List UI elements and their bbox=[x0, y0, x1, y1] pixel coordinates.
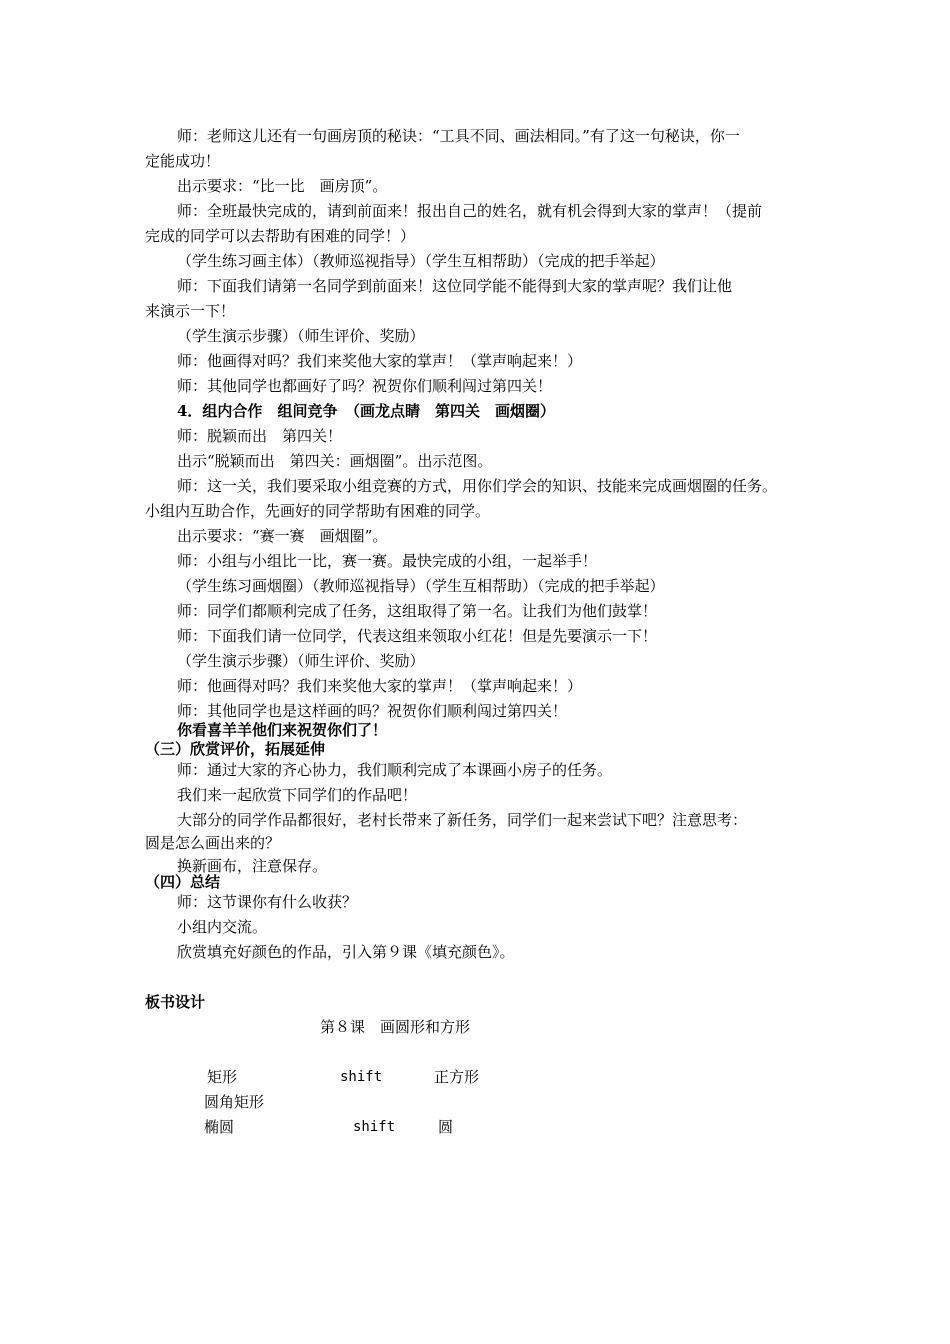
paragraph: 我们来一起欣赏下同学们的作品吧！ bbox=[177, 786, 418, 804]
paragraph: （学生演示步骤）（师生评价、奖励） bbox=[177, 327, 425, 345]
paragraph-continued: 完成的同学可以去帮助有困难的同学！） bbox=[145, 227, 416, 245]
paragraph: 师：老师这儿还有一句画房顶的秘诀：“工具不同、画法相同。”有了这一句秘诀，你一 bbox=[177, 127, 740, 145]
board-item: 矩形 bbox=[207, 1068, 238, 1086]
board-item: shift bbox=[340, 1069, 383, 1085]
paragraph: 师：小组与小组比一比，赛一赛。最快完成的小组，一起举手！ bbox=[177, 552, 598, 570]
paragraph: 师：这一关，我们要采取小组竞赛的方式，用你们学会的知识、技能来完成画烟圈的任务。 bbox=[177, 477, 778, 495]
lesson-title: 第８课 画圆形和方形 bbox=[320, 1018, 471, 1036]
paragraph-continued: 来演示一下！ bbox=[145, 302, 236, 320]
paragraph: 师：这节课你有什么收获？ bbox=[177, 893, 358, 911]
paragraph: 师：他画得对吗？我们来奖他大家的掌声！（掌声响起来！） bbox=[177, 677, 583, 695]
paragraph-bold: 你看喜羊羊他们来祝贺你们了！ bbox=[177, 721, 388, 739]
paragraph-continued: 小组内互助合作，先画好的同学帮助有困难的同学。 bbox=[145, 502, 491, 520]
board-item: 圆角矩形 bbox=[204, 1093, 265, 1111]
paragraph: 大部分的同学作品都很好，老村长带来了新任务，同学们一起来尝试下吧？注意思考： bbox=[177, 811, 748, 829]
board-item: shift bbox=[353, 1119, 396, 1135]
board-item: 圆 bbox=[438, 1118, 454, 1136]
paragraph: 欣赏填充好颜色的作品，引入第９课《填充颜色》。 bbox=[177, 943, 515, 961]
paragraph: 换新画布，注意保存。 bbox=[177, 857, 328, 875]
paragraph: 师：通过大家的齐心协力，我们顺利完成了本课画小房子的任务。 bbox=[177, 761, 613, 779]
paragraph: 师：下面我们请一位同学，代表这组来领取小红花！但是先要演示一下！ bbox=[177, 627, 658, 645]
paragraph: 师：同学们都顺利完成了任务，这组取得了第一名。让我们为他们鼓掌！ bbox=[177, 602, 658, 620]
board-design-heading: 板书设计 bbox=[145, 993, 206, 1011]
paragraph: 师：下面我们请第一名同学到前面来！这位同学能不能得到大家的掌声呢？我们让他 bbox=[177, 277, 733, 295]
paragraph: 师：脱颖而出 第四关！ bbox=[177, 427, 343, 445]
paragraph: 师：其他同学也是这样画的吗？祝贺你们顺利闯过第四关！ bbox=[177, 702, 568, 720]
paragraph: 出示“脱颖而出 第四关：画烟圈”。出示范图。 bbox=[177, 452, 493, 470]
paragraph: 出示要求：“比一比 画房顶”。 bbox=[177, 177, 388, 195]
paragraph: 小组内交流。 bbox=[177, 918, 268, 936]
paragraph: 出示要求：“赛一赛 画烟圈”。 bbox=[177, 527, 388, 545]
paragraph: （学生练习画烟圈）（教师巡视指导）（学生互相帮助）（完成的把手举起） bbox=[177, 577, 665, 595]
section-heading: （三）欣赏评价，拓展延伸 bbox=[145, 740, 326, 758]
paragraph: 师：他画得对吗？我们来奖他大家的掌声！（掌声响起来！） bbox=[177, 352, 583, 370]
board-item: 正方形 bbox=[434, 1068, 480, 1086]
paragraph: （学生练习画主体）（教师巡视指导）（学生互相帮助）（完成的把手举起） bbox=[177, 252, 665, 270]
paragraph-continued: 定能成功！ bbox=[145, 152, 221, 170]
section-heading: 4．组内合作 组间竞争 （画龙点睛 第四关 画烟圈） bbox=[177, 402, 555, 420]
paragraph: 师：其他同学也都画好了吗？祝贺你们顺利闯过第四关！ bbox=[177, 377, 553, 395]
section-heading: （四）总结 bbox=[145, 873, 221, 891]
paragraph: 师：全班最快完成的，请到前面来！报出自己的姓名，就有机会得到大家的掌声！（提前 bbox=[177, 202, 763, 220]
paragraph: （学生演示步骤）（师生评价、奖励） bbox=[177, 652, 425, 670]
board-item: 椭圆 bbox=[204, 1118, 235, 1136]
paragraph-continued: 圆是怎么画出来的？ bbox=[145, 834, 281, 852]
